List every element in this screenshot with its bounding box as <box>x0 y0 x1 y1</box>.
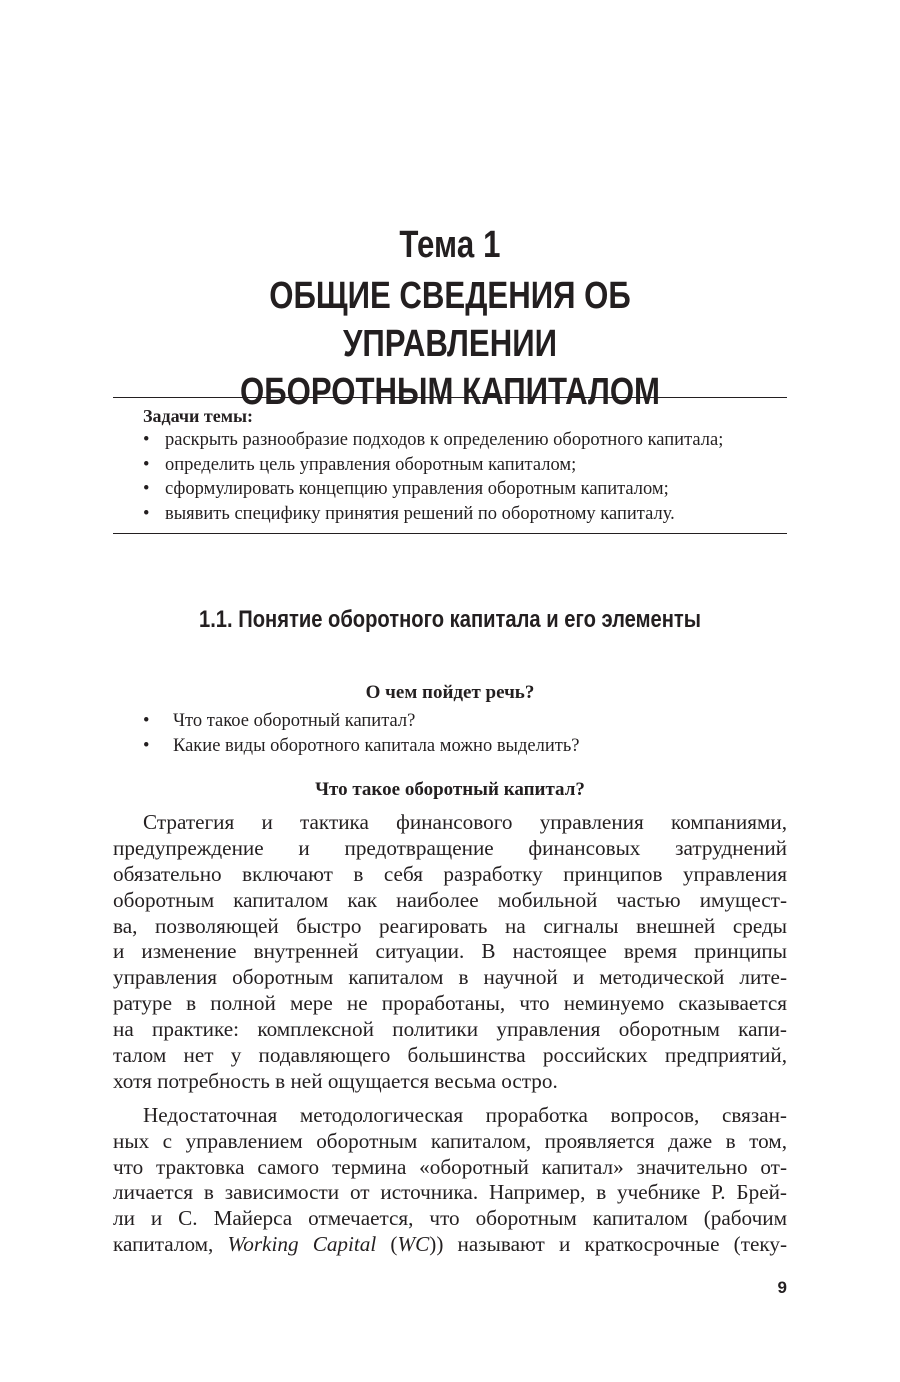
objective-text: сформулировать концепцию управления оборотным капиталом; <box>165 479 669 500</box>
objectives-title: Задачи темы: <box>143 406 254 426</box>
text-line: обязательно включают в себя разработку принципов управления <box>113 861 787 886</box>
about-item-text: Какие виды оборотного капитала можно выделить? <box>173 735 580 756</box>
bullet-icon: • <box>143 430 150 450</box>
text-run: )) называют и краткосрочные (теку- <box>429 1232 787 1257</box>
text-line: ли и С. Майерса отмечается, что оборотным капиталом (рабочим <box>113 1206 787 1231</box>
text-line: предупреждение и предотвращение финансовых затруднений <box>113 835 787 860</box>
about-item <box>143 709 579 734</box>
about-item-text: Что такое оборотный капитал? <box>173 711 416 731</box>
text-line: и изменение внутренней ситуации. В настоящее время принципы <box>113 939 787 964</box>
bullet-icon: • <box>143 711 150 731</box>
text-run: ( <box>376 1232 398 1257</box>
objective-item <box>143 502 793 527</box>
text-line: ных с управлением оборотным капиталом, проявляется даже в том, <box>113 1128 787 1153</box>
objectives-box <box>143 404 793 526</box>
about-title: О чем пойдет речь? <box>365 682 535 703</box>
text-line: Недостаточная методологическая проработка вопросов, связан- <box>143 1102 787 1127</box>
text-run: капиталом, <box>113 1232 228 1257</box>
objective-text: определить цель управления оборотным капиталом; <box>165 454 577 475</box>
chapter-number: Тема 1 <box>399 224 501 266</box>
text-line: оборотным капиталом как наиболее мобильной частью имущест- <box>113 887 787 912</box>
text-line: ва, позволяющей быстро реагировать на сигналы внешней среды <box>113 913 787 938</box>
bullet-icon: • <box>143 503 150 524</box>
objective-text: раскрыть разнообразие подходов к определению оборотного капитала; <box>165 430 724 450</box>
objective-item <box>143 428 793 453</box>
bullet-icon: • <box>143 735 150 756</box>
bullet-icon: • <box>143 454 150 475</box>
chapter-title-line: ОБЩИЕ СВЕДЕНИЯ ОБ УПРАВЛЕНИИ <box>269 275 631 365</box>
text-line: управления оборотным капиталом в научной и методической лите- <box>113 965 787 990</box>
bullet-icon: • <box>143 479 150 500</box>
page-number: 9 <box>777 1278 787 1297</box>
objective-item <box>143 453 793 478</box>
objectives-top-rule <box>113 397 787 398</box>
objectives-bottom-rule <box>113 533 787 534</box>
subsection-title: Что такое оборотный капитал? <box>315 779 585 800</box>
objective-item <box>143 477 793 502</box>
chapter-title-line: ОБОРОТНЫМ КАПИТАЛОМ <box>239 371 661 413</box>
text-line: личается в зависимости от источника. Например, в учебнике Р. Брей- <box>113 1180 787 1205</box>
about-list <box>143 709 579 758</box>
objective-text: выявить специфику принятия решений по оборотному капиталу. <box>165 503 675 524</box>
about-item <box>143 734 579 759</box>
italic-term: WC <box>397 1232 430 1257</box>
section-title: 1.1. Понятие оборотного капитала и его элементы <box>198 606 702 633</box>
chapter-title <box>174 272 727 416</box>
text-line: хотя потребность в ней ощущается весьма остро. <box>113 1068 558 1093</box>
paragraph <box>113 810 787 1095</box>
paragraph <box>113 1103 787 1258</box>
objectives-list <box>143 428 793 526</box>
text-line <box>113 1232 787 1258</box>
text-line: ратуре в полной мере не проработаны, что неминуемо сказывается <box>113 991 787 1016</box>
chapter-heading <box>174 222 727 416</box>
text-line: на практике: комплексной политики управления оборотным капи- <box>113 1017 787 1042</box>
italic-term: Working Capital <box>227 1232 377 1257</box>
text-line: талом нет у подавляющего большинства российских предприятий, <box>113 1043 787 1068</box>
text-line: что трактовка самого термина «оборотный капитал» значительно от- <box>113 1154 787 1179</box>
text-line: Стратегия и тактика финансового управления компаниями, <box>143 810 787 834</box>
body-text <box>113 810 787 1258</box>
